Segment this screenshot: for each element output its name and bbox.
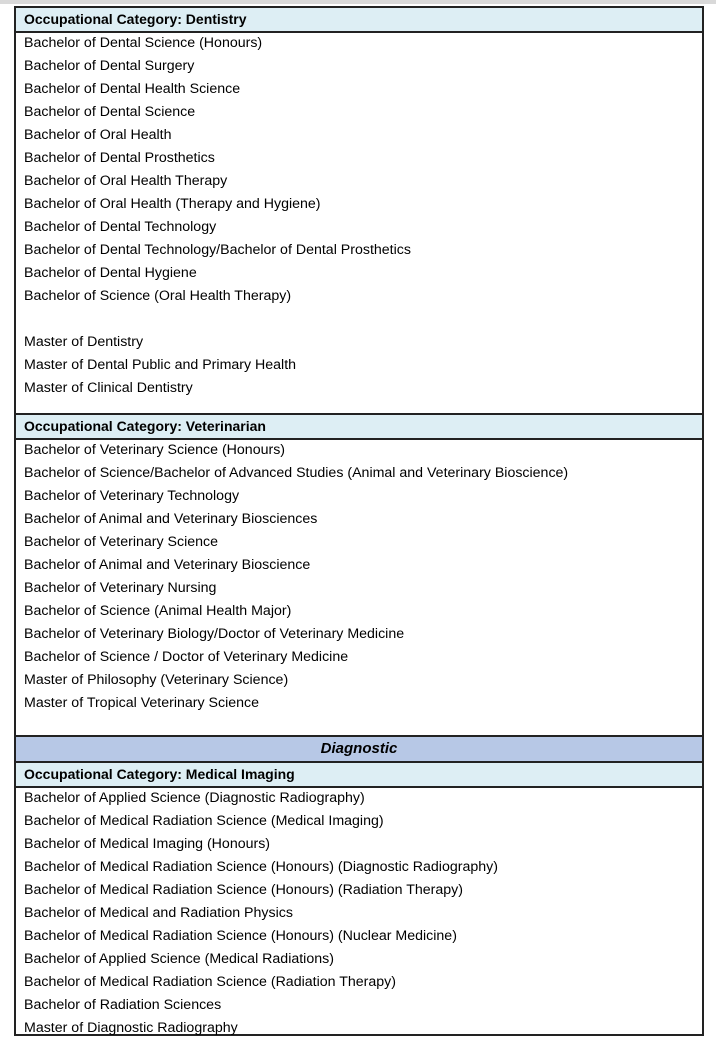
group-header-diagnostic: Diagnostic <box>16 735 702 763</box>
list-item: Bachelor of Medical Radiation Science (Honours) (Nuclear Medicine) <box>24 928 457 944</box>
list-item: Bachelor of Dental Science (Honours) <box>24 35 263 51</box>
list-item: Bachelor of Medical Radiation Science (Honours) (Radiation Therapy) <box>24 882 463 898</box>
list-item: Bachelor of Dental Technology/Bachelor of Dental Prosthetics <box>24 242 411 258</box>
blank-row <box>24 309 702 332</box>
list-item: Master of Dentistry <box>24 334 144 350</box>
section-veterinarian <box>16 413 702 735</box>
category-header-veterinarian: Occupational Category: Veterinarian <box>16 413 702 440</box>
list-item: Bachelor of Science/Bachelor of Advanced Studies (Animal and Veterinary Bioscience) <box>24 465 569 481</box>
top-border <box>0 0 716 4</box>
list-item: Master of Tropical Veterinary Science <box>24 695 259 711</box>
list-item: Bachelor of Veterinary Science <box>24 534 219 550</box>
list-item: Bachelor of Veterinary Science (Honours) <box>24 442 286 458</box>
list-item: Bachelor of Radiation Sciences <box>24 997 222 1013</box>
list-item: Bachelor of Medical Radiation Science (Medical Imaging) <box>24 813 384 829</box>
list-item: Bachelor of Oral Health Therapy <box>24 173 228 189</box>
list-item: Master of Dental Public and Primary Health <box>24 357 297 373</box>
list-item: Bachelor of Applied Science (Diagnostic Radiography) <box>24 790 365 806</box>
list-item: Bachelor of Animal and Veterinary Bioscience <box>24 557 311 573</box>
medical-imaging-list <box>16 788 702 1034</box>
list-item: Bachelor of Dental Health Science <box>24 81 241 97</box>
list-item: Bachelor of Dental Surgery <box>24 58 195 74</box>
list-item: Bachelor of Science / Doctor of Veterinary Medicine <box>24 649 349 665</box>
list-item: Bachelor of Veterinary Nursing <box>24 580 217 596</box>
list-item: Bachelor of Dental Science <box>24 104 196 120</box>
list-item: Bachelor of Applied Science (Medical Radiations) <box>24 951 334 967</box>
category-header-medical-imaging: Occupational Category: Medical Imaging <box>16 763 702 788</box>
dentistry-list <box>16 33 702 413</box>
list-item: Bachelor of Animal and Veterinary Biosciences <box>24 511 318 527</box>
list-item: Master of Diagnostic Radiography <box>24 1020 238 1036</box>
list-item: Bachelor of Dental Prosthetics <box>24 150 215 166</box>
qualifications-table <box>14 6 704 1036</box>
list-item: Bachelor of Science (Animal Health Major) <box>24 603 292 619</box>
list-item: Bachelor of Medical Radiation Science (Radiation Therapy) <box>24 974 396 990</box>
list-item: Bachelor of Science (Oral Health Therapy) <box>24 288 292 304</box>
list-item: Master of Philosophy (Veterinary Science) <box>24 672 289 688</box>
list-item: Bachelor of Veterinary Technology <box>24 488 240 504</box>
list-item: Bachelor of Medical Imaging (Honours) <box>24 836 271 852</box>
list-item: Bachelor of Oral Health (Therapy and Hygiene) <box>24 196 321 212</box>
list-item: Bachelor of Medical Radiation Science (Honours) (Diagnostic Radiography) <box>24 859 498 875</box>
veterinarian-list <box>16 440 702 735</box>
category-header-dentistry: Occupational Category: Dentistry <box>16 8 702 33</box>
list-item: Bachelor of Oral Health <box>24 127 172 143</box>
list-item: Master of Clinical Dentistry <box>24 380 193 396</box>
section-medical-imaging <box>16 763 702 1034</box>
list-item: Bachelor of Medical and Radiation Physics <box>24 905 293 921</box>
list-item: Bachelor of Dental Technology <box>24 219 217 235</box>
list-item: Bachelor of Dental Hygiene <box>24 265 197 281</box>
section-dentistry <box>16 8 702 413</box>
list-item: Bachelor of Veterinary Biology/Doctor of Veterinary Medicine <box>24 626 405 642</box>
